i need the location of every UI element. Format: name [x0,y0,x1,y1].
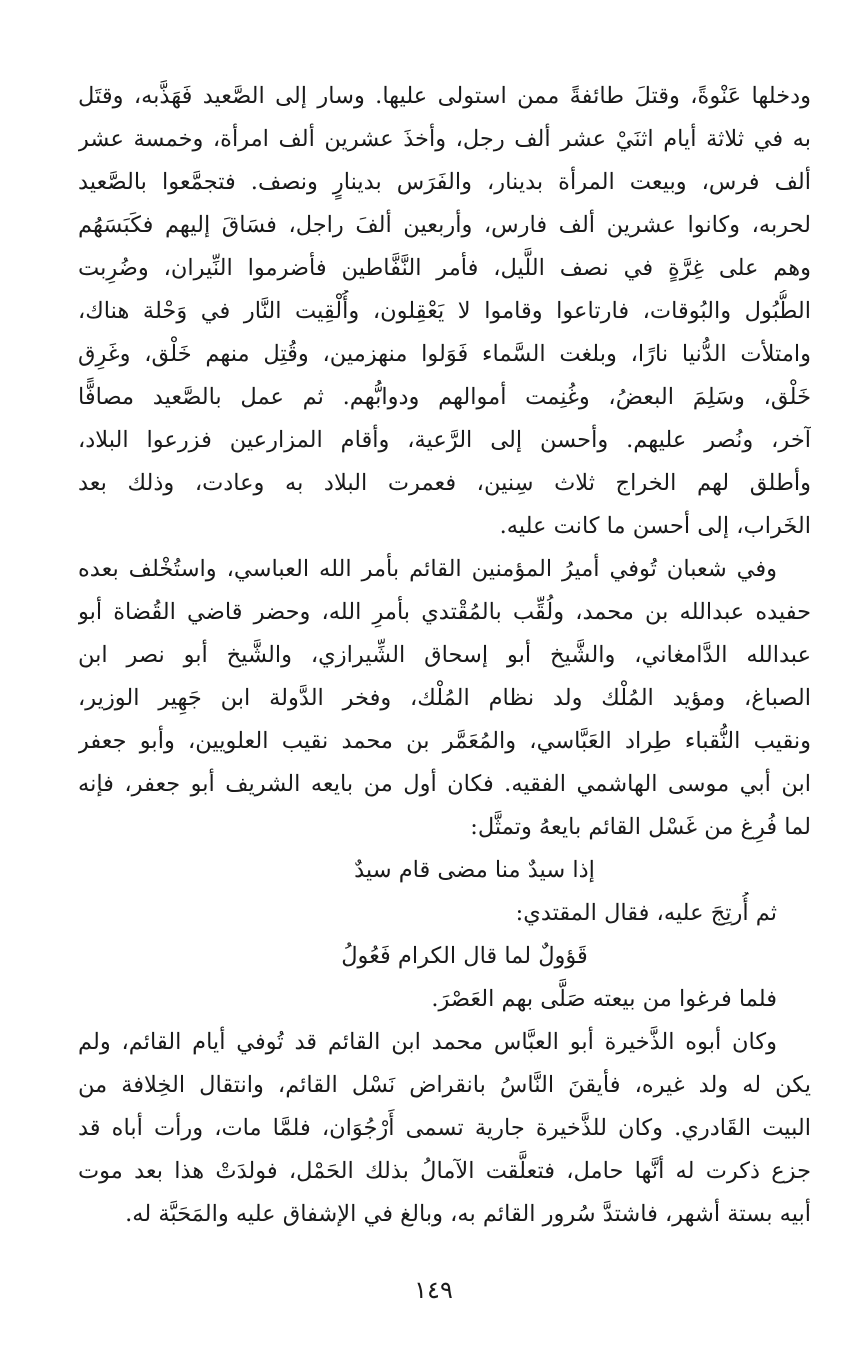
text-line: ثم أُرتِجَ عليه، فقال المقتدي: [515,900,777,926]
text-line: حفيده عبدالله بن محمد، ولُقِّب بالمُقْتدي بأمرِ الله، وحضر قاضي القُضاة أبو [78,599,811,625]
text-line: جزع ذكرت له أنَّها حامل، فتعلَّقت الآمالُ بذلك الحَمْل، فولدَتْ هذا بعد موت [78,1158,811,1184]
text-line: ونقيب النُّقباء طِراد العَبَّاسي، والمُعَمَّر بن محمد نقيب العلويين، وأبو جعفر [78,728,811,754]
text-line: أبيه بستة أشهر، فاشتدَّ سُرور القائم به، وبالغ في الإشفاق عليه والمَحَبَّة له. [125,1201,811,1227]
text-line: وهم على غِرَّةٍ في نصف اللَّيل، فأمر النَّفَّاطين فأضرموا النِّيران، وضُرِبت [78,255,811,281]
text-line: الخَراب، إلى أحسن ما كانت عليه. [499,513,811,539]
text-line: وكان أبوه الذَّخيرة أبو العبَّاس محمد ابن القائم قد تُوفي أيام القائم، ولم [78,1029,777,1055]
text-line: الصباغ، ومؤيد المُلْك ولد نظام المُلْك، وفخر الدَّولة ابن جَهِير الوزير، [78,685,811,711]
page-body [78,75,811,1236]
verse-line: إذا سيدٌ منا مضى قام سيدٌ [354,857,595,883]
verse-line: قَؤولٌ لما قال الكرام فَعُولُ [341,943,588,969]
text-line: وفي شعبان تُوفي أميرُ المؤمنين القائم بأمر الله العباسي، واستُخْلف بعده [78,556,777,582]
text-line: به في ثلاثة أيام اثنَيْ عشر ألف رجل، وأخذَ عشرين ألف امرأة، وخمسة عشر [78,126,811,152]
text-line: البيت القَادري. وكان للذَّخيرة جارية تسمى أَرْجُوَان، فلمَّا مات، ورأت أباه قد [78,1115,811,1141]
text-line: ودخلها عَنْوةً، وقتلَ طائفةً ممن استولى عليها. وسار إلى الصَّعيد فَهَذَّبه، وقتَل [78,83,811,109]
text-line: الطُّبُول والبُوقات، فارتاعوا وقاموا لا يَعْقِلون، وأُلْقِيت النَّار في وَحْلة هناك، [78,298,811,324]
page-number: ١٤٩ [414,1276,453,1304]
text-line: آخر، ونُصر عليهم. وأحسن إلى الرَّعية، وأقام المزارعين فزرعوا البلاد، [78,427,811,453]
text-line: ابن أبي موسى الهاشمي الفقيه. فكان أول من بايعه الشريف أبو جعفر، فإنه [78,771,811,797]
text-line: وأطلق لهم الخراج ثلاث سِنين، فعمرت البلاد به وعادت، وذلك بعد [78,470,811,496]
text-line: فلما فرغوا من بيعته صَلَّى بهم العَصْرَ. [431,986,777,1012]
text-line: خَلْق، وسَلِمَ البعضُ، وغُنِمت أموالهم ودوابُّهم. ثم عمل بالصَّعيد مصافًّا [78,384,811,410]
text-line: ألف فرس، وبيعت المرأة بدينار، والفَرَس بدينارٍ ونصف. فتجمَّعوا بالصَّعيد [78,169,811,195]
text-line: عبدالله الدَّامغاني، والشَّيخ أبو إسحاق الشِّيرازي، والشَّيخ أبو نصر ابن [78,642,811,668]
text-line: لما فُرِغ من غَسْل القائم بايعهُ وتمثَّل: [470,814,811,840]
text-line: وامتلأت الدُّنيا نارًا، وبلغت السَّماء فَوَلوا منهزمين، وقُتِل منهم خَلْق، وغَرِق [78,341,811,367]
text-line: يكن له ولد غيره، فأيقنَ النَّاسُ بانقراض نَسْل القائم، وانتقال الخِلافة من [78,1072,811,1098]
text-line: لحربه، وكانوا عشرين ألف فارس، وأربعين ألفَ راجل، فسَاقَ إليهم فكَبَسَهُم [78,212,811,238]
